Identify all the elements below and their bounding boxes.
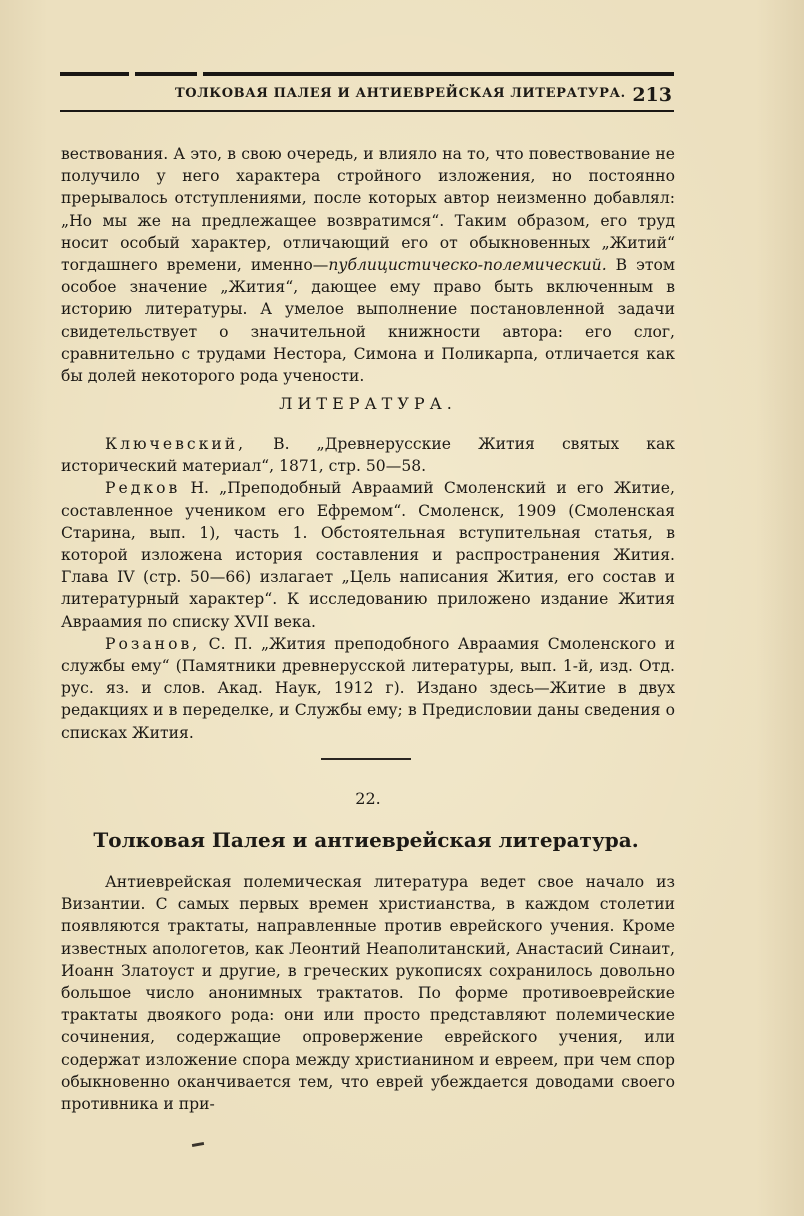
ref-author: Ключевский, xyxy=(105,435,247,453)
header-rule-gap xyxy=(129,72,135,76)
literature-heading: ЛИТЕРАТУРА. xyxy=(279,394,457,413)
chapter-number: 22. xyxy=(355,789,381,808)
header-top-rule xyxy=(60,72,674,76)
ref-author: Редков xyxy=(105,479,181,498)
literature-ref xyxy=(61,477,675,632)
intro-text-part1: вествования. А это, в свою очередь, и влияло на то, что повествование не получило у него характера стройного изложения, но постоянно прерывалось отступлениями, после которых автор неизменно добавлял: „Но мы же на предлежащее возвратимся“. Таким образом, его труд носит особый характер, отличающий его от обыкновенных „Житий“ тогдашнего времени, именно— xyxy=(61,145,675,275)
chapter-paragraph xyxy=(61,871,675,1115)
intro-emphasis: публицистическо-полемический. xyxy=(328,256,607,275)
ref-author: Розанов, xyxy=(105,634,201,653)
intro-paragraph xyxy=(61,143,675,387)
literature-list xyxy=(61,433,675,744)
page-number: 213 xyxy=(632,84,672,106)
header-rule-gap xyxy=(197,72,203,76)
section-separator xyxy=(321,758,411,760)
chapter-paragraph-text: Антиеврейская полемическая литература ведет свое начало из Византии. С самых первых времен христианства, в каждом столетии появляются трактаты, направленные против еврейского учения. Кроме известных апологетов, как Леонтий Неаполитанский, Анастасий Синаит, Иоанн Златоуст и другие, в греческих рукописях сохранилось довольно большое число анонимных трактатов. По форме противоеврейские трактаты двоякого рода: они или просто представляют полемические сочинения, содержащие опровержение еврейского учения, или содержат изложение спора между христианином и евреем, при чем спор обыкновенно оканчивается тем, что еврей убеждается доводами своего противника и при- xyxy=(61,873,675,1114)
ref-text: В. „Древнерусские Жития святых как исторический материал“, 1871, стр. 50—58. xyxy=(61,435,675,476)
intro-text-part2: В этом особое значение „Жития“, дающее ему право быть включенным в историю литературы. А умелое выполнение постановленной задачи свидетельствует о значительной книжности автора: его слог, сравнительно с трудами Нестора, Симона и Поликарпа, отличается как бы долей некоторого рода учености. xyxy=(61,256,675,386)
ink-mark xyxy=(192,1142,204,1147)
chapter-title: Толковая Палея и антиеврейская литература. xyxy=(93,828,639,852)
running-title: ТОЛКОВАЯ ПАЛЕЯ И АНТИЕВРЕЙСКАЯ ЛИТЕРАТУРА. xyxy=(175,86,626,101)
literature-ref xyxy=(61,433,675,477)
ref-text: С. П. „Жития преподобного Авраамия Смоленского и службы ему“ (Памятники древнерусской литературы, вып. 1-й, изд. Отд. рус. яз. и слов. Акад. Наук, 1912 г). Издано здесь—Житие в двух редакциях и в переделке, и Службы ему; в Предисловии даны сведения о списках Жития. xyxy=(61,634,675,742)
literature-ref xyxy=(61,633,675,744)
header-bottom-rule xyxy=(60,110,674,112)
ref-text: Н. „Преподобный Авраамий Смоленский и его Житие, составленное учеником его Ефремом“. Смоленск, 1909 (Смоленская Старина, вып. 1), часть 1. Обстоятельная вступительная статья, в которой изложена история составления и распространения Жития. Глава IV (стр. 50—66) излагает „Цель написания Жития, его состав и литературный характер“. К исследованию приложено издание Жития Авраамия по списку XVII века. xyxy=(61,479,675,631)
